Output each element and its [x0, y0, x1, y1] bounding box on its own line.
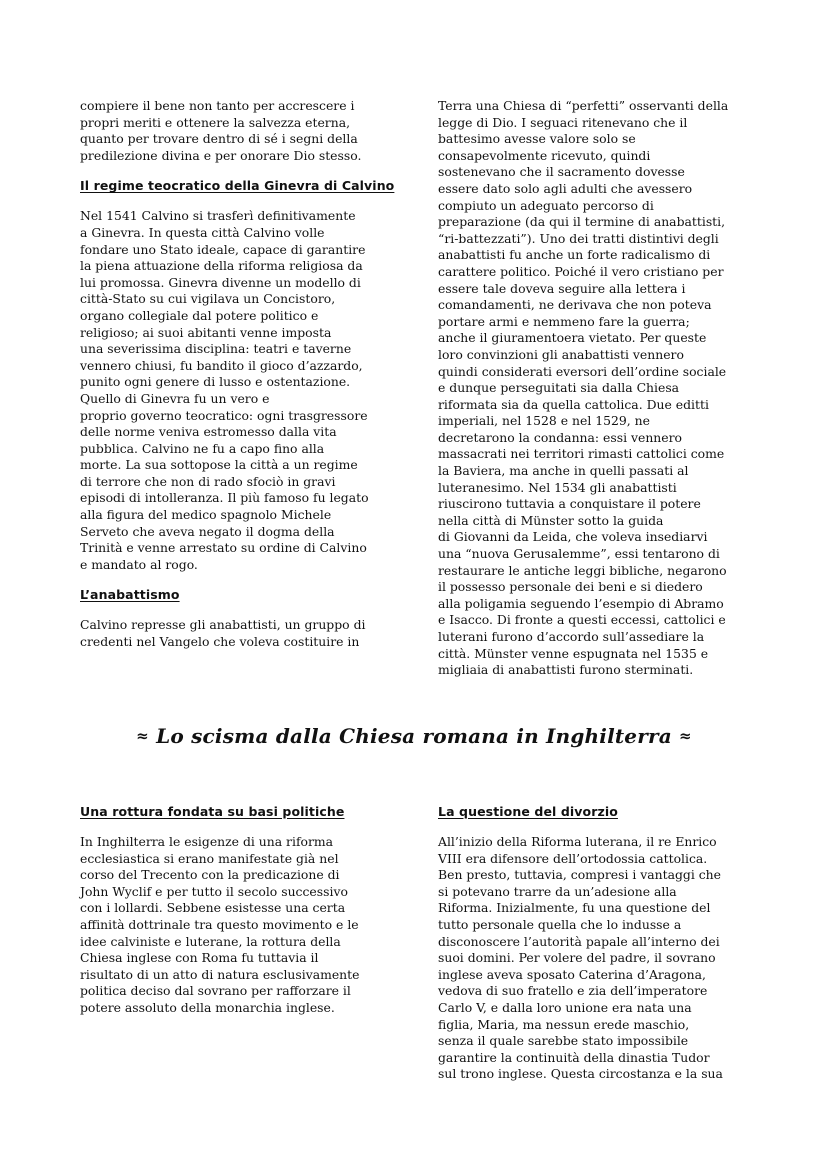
bottom-left-column	[80, 803, 398, 1017]
inghilterra-paragraph: In Inghilterra le esigenze di una riforma ecclesiastica si erano manifestate già nel corso del Trecento con la predicazione di John Wyclif e per tutto il secolo successivo con i lollardi. Sebbene esistesse una certa affinità dottrinale tra questo movimento e le idee calviniste e luterane, la rottura della Chiesa inglese con Roma fu tuttavia il risultato di un atto di natura esclusivamente politica deciso dal sovrano per rafforzare il potere assoluto della monarchia inglese.	[80, 834, 360, 1015]
anabattisti-intro-paragraph: Calvino represse gli anabattisti, un gruppo di credenti nel Vangelo che voleva costituire in	[80, 617, 366, 650]
section-title-container	[0, 724, 828, 748]
section-title-text: Lo scisma dalla Chiesa romana in Inghilterra	[156, 724, 672, 748]
anabattisti-paragraph: Terra una Chiesa di “perfetti” osservanti della legge di Dio. I seguaci ritenevano che il battesimo avesse valore solo se consapevolmente ricevuto, quindi sostenevano che il sacramento dovesse essere dato solo agli adulti che avessero compiuto un adeguato percorso di preparazione (da qui il termine di anabattisti, “ri-battezzati”). Uno dei tratti distintivi degli anabattisti fu anche un forte radicalismo di carattere politico. Poiché il vero cristiano per essere tale doveva seguire alla lettera i comandamenti, ne derivava che non poteva portare armi e nemmeno fare la guerra; anche il giuramentoera vietato. Per queste loro convinzioni gli anabattisti vennero quindi considerati eversori dell’ordine sociale e dunque perseguitati sia dalla Chiesa riformata sia da quella cattolica. Due editti imperiali, nel 1528 e nel 1529, ne decretarono la condanna: essi vennero massacrati nei territori rimasti cattolici come la Baviera, ma anche in quelli passati al luteranesimo. Nel 1534 gli anabattisti riuscirono tuttavia a conquistare il potere nella città di Münster sotto la guida di Giovanni da Leida, che voleva insediarvi una “nuova Gerusalemme”, essi tentarono di restaurare le antiche leggi bibliche, negarono il possesso personale dei beni e si diedero alla poligamia seguendo l’esempio di Abramo e Isacco. Di fronte a questi eccessi, cattolici e luterani furono d’accordo sull’assediare la città. Münster venne espugnata nel 1535 e migliaia di anabattisti furono sterminati.	[438, 98, 729, 678]
heading-anabattismo: L’anabattismo	[80, 587, 180, 603]
intro-paragraph: compiere il bene non tanto per accrescere i propri meriti e ottenere la salvezza eterna, quanto per trovare dentro di sé i segni della predilezione divina e per onorare Dio stesso.	[80, 98, 362, 163]
heading-ginevra-regime: Il regime teocratico della Ginevra di Calvino	[80, 178, 395, 194]
divorzio-paragraph: All’inizio della Riforma luterana, il re Enrico VIII era difensore dell’ortodossia cattolica. Ben presto, tuttavia, compresi i vantaggi che si potevano trarre da un’adesione alla Riforma. Inizialmente, fu una questione del tutto personale quella che lo indusse a disconoscere l’autorità papale all’interno dei suoi domini. Per volere del padre, il sovrano inglese aveva sposato Caterina d’Aragona, vedova di suo fratello e zia dell’imperatore Carlo V, e dalla loro unione era nata una figlia, Maria, ma nessun erede maschio, senza il quale sarebbe stato impossibile garantire la continuità della dinastia Tudor sul trono inglese. Questa circostanza e la sua	[438, 834, 723, 1082]
calvino-ginevra-paragraph: Nel 1541 Calvino si trasferì definitivamente a Ginevra. In questa città Calvino volle fondare uno Stato ideale, capace di garantire la piena attuazione della riforma religiosa da lui promossa. Ginevra divenne un modello di città-Stato su cui vigilava un Concistoro, organo collegiale dal potere politico e religioso; ai suoi abitanti venne imposta una severissima disciplina: teatri e taverne vennero chiusi, fu bandito il gioco d’azzardo, punito ogni genere di lusso e ostentazione. Quello di Ginevra fu un vero e proprio governo teocratico: ogni trasgressore delle norme veniva estromesso dalla vita pubblica. Calvino ne fu a capo fino alla morte. La sua sottopose la città a un regime di terrore che non di rado sfociò in gravi episodi di intolleranza. Il più famoso fu legato alla figura del medico spagnolo Michele Serveto che aveva negato il dogma della Trinità e venne arrestato su ordine di Calvino e mandato al rogo.	[80, 208, 369, 572]
heading-rottura-politica: Una rottura fondata su basi politiche	[80, 804, 345, 819]
section-title	[136, 724, 692, 748]
ornament-left-icon: ≈	[136, 727, 149, 745]
ornament-right-icon: ≈	[679, 727, 692, 745]
bottom-right-column	[438, 803, 756, 1083]
top-right-column	[438, 98, 756, 679]
top-left-column	[80, 98, 398, 651]
heading-questione-divorzio: La questione del divorzio	[438, 804, 618, 819]
